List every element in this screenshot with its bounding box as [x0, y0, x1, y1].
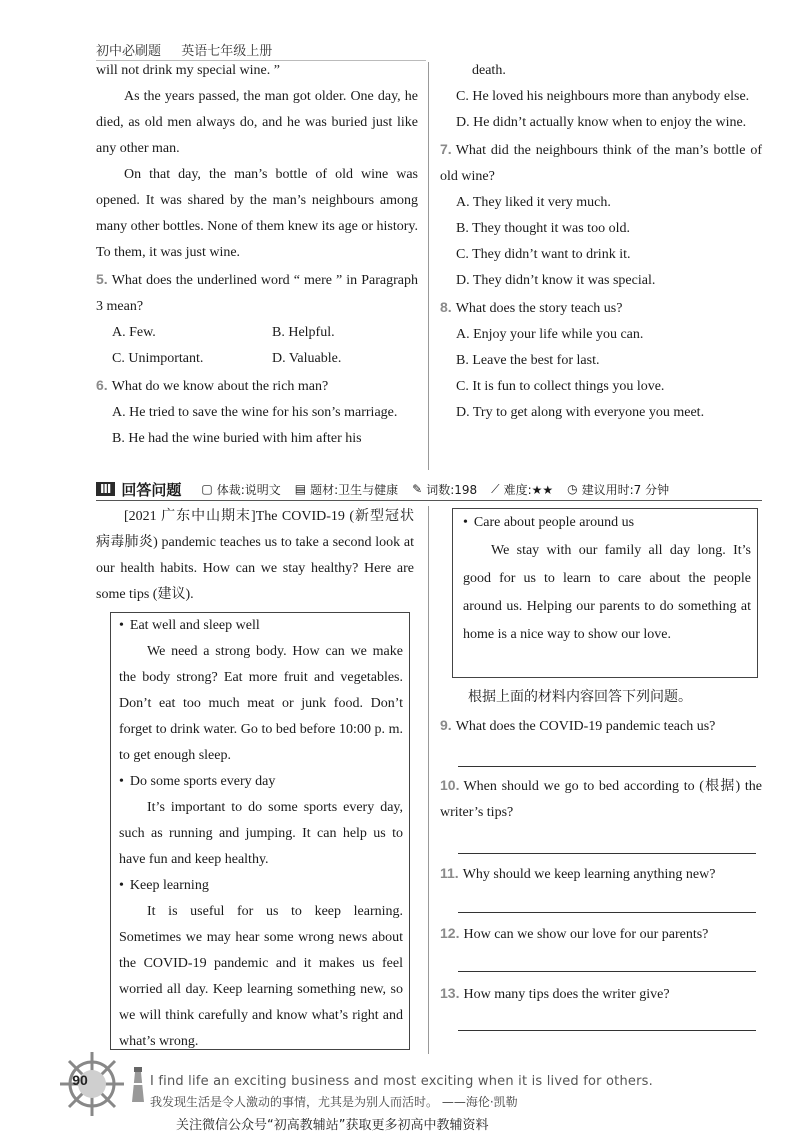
option-b[interactable]: B. Leave the best for last.	[456, 353, 600, 368]
option-d[interactable]: D. Valuable.	[272, 351, 342, 366]
question-8	[440, 294, 762, 322]
subject-title: 英语七年级上册	[181, 44, 273, 59]
right-column-top	[440, 58, 762, 426]
answer-line[interactable]	[458, 971, 756, 972]
option-d[interactable]: D. He didn’t actually know when to enjoy the wine.	[456, 115, 747, 130]
option-a[interactable]: A. Few.	[112, 325, 156, 340]
section-badge: Ⅲ	[96, 482, 115, 496]
option-c[interactable]: C. Unimportant.	[112, 351, 204, 366]
option-d[interactable]: D. Try to get along with everyone you meet.	[456, 405, 705, 420]
answer-line[interactable]	[458, 912, 756, 913]
bullet-icon: •	[119, 774, 124, 789]
question-text: How can we show our love for our parents?	[463, 927, 709, 942]
question-number: 7.	[440, 141, 452, 157]
question-12	[440, 920, 760, 948]
bullet-icon: •	[119, 618, 124, 633]
answer-line[interactable]	[458, 766, 756, 767]
question-text: When should we go to bed according to (根据) the writer’s tips?	[440, 779, 762, 820]
option-a[interactable]: A. He tried to save the wine for his son’s marriage.	[112, 405, 398, 420]
suggested-time: 建议用时:7 分钟	[581, 482, 670, 497]
tip-heading	[119, 769, 403, 795]
quote-english: I find life an exciting business and most exciting when it is lived for others.	[150, 1074, 653, 1089]
question-13	[440, 980, 760, 1008]
story-line: will not drink my special wine. ”	[96, 63, 280, 78]
tip-title: Do some sports every day	[129, 774, 276, 789]
option-b[interactable]: B. He had the wine buried with him after his	[112, 431, 362, 446]
tip-title: Keep learning	[129, 878, 209, 893]
tips-box-content	[119, 613, 403, 1055]
tip-body: We need a strong body. How can we make the body strong? Eat more fruit and vegetables. Don’t eat too much meat or junk food. Don’t forget to drink water. Go to bed before 10:00 p. m. to get enough sleep.	[119, 644, 403, 763]
question-text: What does the COVID-19 pandemic teach us?	[455, 719, 716, 734]
section-title: 回答问题	[121, 480, 182, 499]
story-paragraph: On that day, the man’s bottle of old wine was opened. It was shared by the man’s neighbours among many other bottles. None of them knew its age or history. To them, it was just wine.	[96, 167, 418, 260]
question-number: 8.	[440, 299, 452, 315]
option-c[interactable]: C. He loved his neighbours more than anybody else.	[456, 89, 750, 104]
running-header	[96, 40, 272, 59]
question-number: 5.	[96, 271, 108, 287]
question-10	[440, 772, 762, 826]
answer-instructions: 根据上面的材料内容回答下列问题。	[468, 689, 692, 705]
topic-icon: ▤	[294, 482, 307, 496]
option-b[interactable]: B. Helpful.	[272, 325, 335, 340]
tip-heading	[119, 873, 403, 899]
tip-body: It is useful for us to keep learning. Sometimes we may hear some wrong news about the COVID-19 pandemic and it makes us feel worried all day. Keep learning something new, so we will think carefully and know what’s right and what’s wrong.	[119, 904, 403, 1049]
question-9	[440, 712, 760, 740]
tip-heading	[463, 509, 751, 537]
question-text: What did the neighbours think of the man’s bottle of old wine?	[440, 143, 762, 184]
question-5	[96, 266, 418, 320]
passage-intro: [2021 广东中山期末]The COVID-19 (新型冠状病毒肺炎) pandemic teaches us to take a second look at our health habits. How can we stay healthy? Here are some tips (建议).	[96, 509, 414, 602]
option-a[interactable]: A. They liked it very much.	[456, 195, 611, 210]
question-text: What does the story teach us?	[455, 301, 623, 316]
answer-line[interactable]	[458, 1030, 756, 1031]
question-text: Why should we keep learning anything new?	[462, 867, 716, 882]
column-divider	[428, 62, 429, 470]
bullet-icon: •	[119, 878, 124, 893]
option-a[interactable]: A. Enjoy your life while you can.	[456, 327, 644, 342]
section-header	[96, 478, 762, 501]
question-number: 11.	[440, 865, 459, 881]
option-c[interactable]: C. It is fun to collect things you love.	[456, 379, 665, 394]
answer-line[interactable]	[458, 853, 756, 854]
book-title: 初中必刷题	[96, 44, 162, 59]
option-b-continued: death.	[472, 63, 506, 78]
question-number: 13.	[440, 985, 460, 1001]
tip-title: Eat well and sleep well	[129, 618, 260, 633]
quote-chinese: 我发现生活是令人激动的事情，尤其是为别人而活时。 ——海伦·凯勒	[150, 1095, 518, 1109]
left-column-top	[96, 58, 418, 452]
clock-icon: ◷	[567, 482, 578, 496]
question-6	[96, 372, 418, 400]
question-number: 9.	[440, 717, 452, 733]
difficulty: 难度:★★	[503, 482, 554, 497]
genre-icon: ▢	[201, 482, 213, 496]
tip-title: Care about people around us	[473, 515, 635, 530]
column-divider	[428, 506, 429, 1054]
topic-label: 题材:卫生与健康	[310, 482, 399, 497]
question-number: 12.	[440, 925, 460, 941]
option-b[interactable]: B. They thought it was too old.	[456, 221, 630, 236]
lighthouse-icon	[128, 1064, 148, 1104]
options-row	[96, 320, 418, 346]
options-row	[96, 346, 418, 372]
tips-box-right	[452, 508, 758, 678]
word-count: 词数:198	[426, 482, 478, 497]
question-number: 6.	[96, 377, 108, 393]
question-text: What do we know about the rich man?	[111, 379, 329, 394]
question-text: How many tips does the writer give?	[463, 987, 670, 1002]
question-7	[440, 136, 762, 190]
story-paragraph: As the years passed, the man got older. One day, he died, as old men always do, and he was buried just like any other man.	[96, 89, 418, 156]
question-text: What does the underlined word “ mere ” in Paragraph 3 mean?	[96, 273, 418, 314]
question-number: 10.	[440, 777, 460, 793]
tips-box-content	[463, 509, 751, 649]
wechat-notice: 关注微信公众号“初高教辅站”获取更多初高中教辅资料	[176, 1118, 489, 1133]
option-d[interactable]: D. They didn’t know it was special.	[456, 273, 656, 288]
question-11	[440, 860, 760, 888]
tips-box-left	[110, 612, 410, 1050]
tip-body: It’s important to do some sports every day, such as running and jumping. It can help us to have fun and keep healthy.	[119, 800, 403, 867]
option-c[interactable]: C. They didn’t want to drink it.	[456, 247, 631, 262]
chart-icon: ⟋	[491, 481, 500, 496]
page-number: 90	[72, 1072, 88, 1088]
tip-heading	[119, 613, 403, 639]
genre-label: 体裁:说明文	[216, 482, 281, 497]
bullet-icon: •	[463, 515, 468, 530]
pen-icon: ✎	[412, 482, 423, 496]
tip-body: We stay with our family all day long. It’s good for us to learn to care about the people around us. Helping our parents to do something at home is a nice way to show our love.	[463, 543, 751, 642]
